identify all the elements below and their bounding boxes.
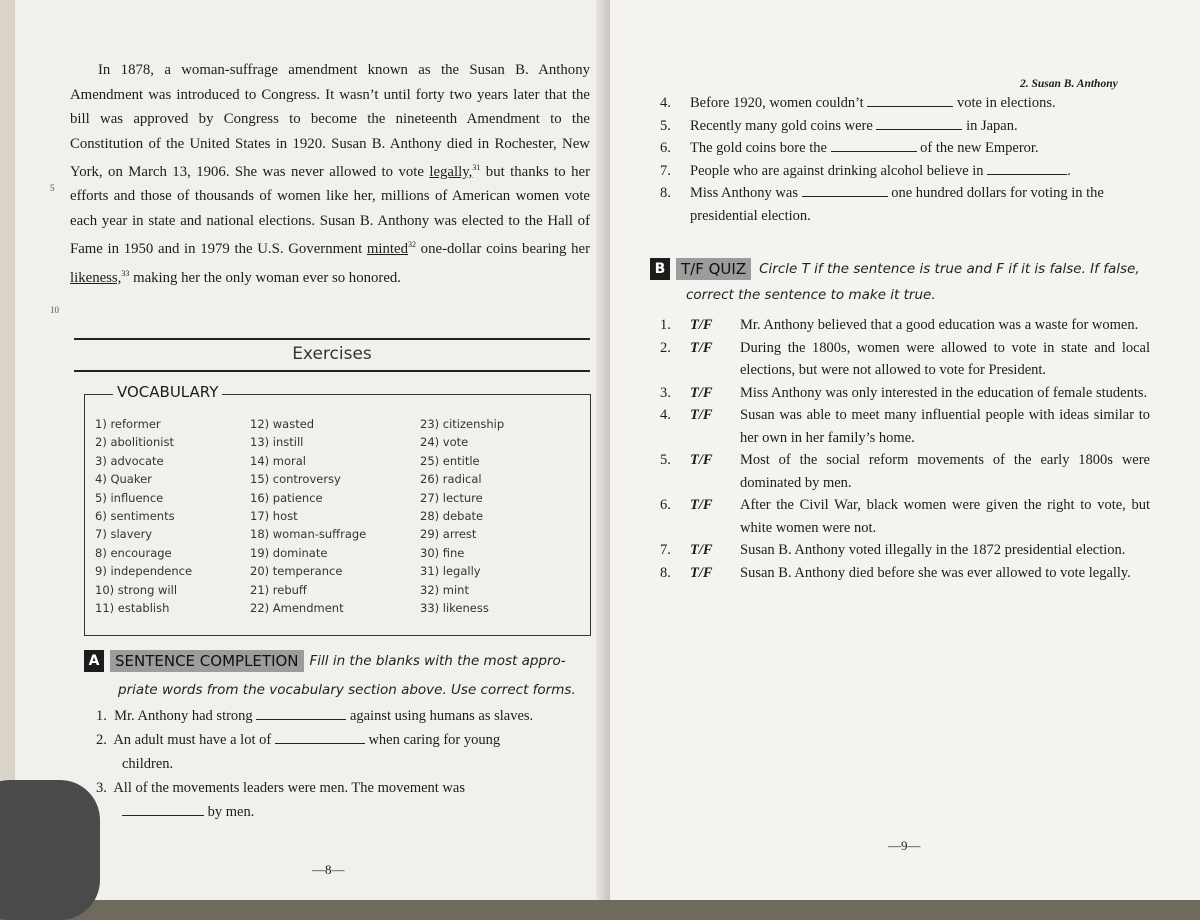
tf-item: 7. T/F Susan B. Anthony voted illegally in the 1872 presidential election. — [660, 539, 1150, 562]
answer-blank[interactable] — [122, 801, 204, 816]
tf-item: 6. T/F After the Civil War, black women were given the right to vote, but white women were not. — [660, 494, 1150, 539]
tf-item: 1. T/F Mr. Anthony believed that a good education was a waste for women. — [660, 314, 1150, 337]
reading-passage — [50, 58, 590, 315]
tf-item: 2. T/F During the 1800s, women were allowed to vote in state and local elections, but were not allowed to vote for President. — [660, 337, 1150, 382]
vocab-word-legally: legally, — [429, 163, 473, 180]
tf-quiz-list — [660, 314, 1150, 584]
exercise-item-1: 1. Mr. Anthony had strong against using humans as slaves. — [96, 704, 591, 728]
running-head: 2. Susan B. Anthony — [1020, 78, 1118, 90]
section-b-instruction: Circle T if the sentence is true and F if it is false. If false, — [759, 261, 1140, 277]
answer-blank[interactable] — [867, 92, 953, 107]
tf-choice[interactable]: T/F — [690, 542, 713, 558]
line-number: 5 — [50, 183, 55, 193]
section-b-title: T/F QUIZ — [676, 258, 751, 280]
section-a-letter: A — [84, 650, 104, 672]
exercises-title: Exercises — [292, 344, 372, 364]
vocab-column-3: 23) citizenship 24) vote 25) entitle 26) radical 27) lecture 28) debate 29) arrest 30) fine 31) legally 32) mint 33) likeness — [420, 417, 505, 616]
section-a-instruction: Fill in the blanks with the most appro- — [309, 653, 566, 669]
answer-blank[interactable] — [987, 160, 1067, 175]
passage-paragraph-1: In 1878, a woman-suffrage amendment known as the Susan B. Anthony Amendment was introduced to Congress. It wasn’t until forty two years later that the bill was approved by Congress to become the nineteenth Amendment to the Constitution of the United States in 1920. Susan B. Anthony died in Rochester, New York, on March 13, 1906. She was never allowed to vote legally,$^{31}$ but thanks to her efforts and those of thousands of women like her, millions of American women vote each year in state and national elections. Susan B. Anthony was elected to the Hall of Fame in 1950 and in 1979 the U.S. Government minted$^{32}$ one-dollar coins bearing her likeness,$^{33}$ making her the only woman ever so honored. — [70, 62, 590, 286]
exercise-item-8: 8. Miss Anthony was one hundred dollars for voting in the presidential election. — [660, 182, 1150, 227]
vocabulary-box — [84, 383, 591, 636]
tf-item: 3. T/F Miss Anthony was only interested in the education of female students. — [660, 382, 1150, 405]
vocab-column-2: 12) wasted 13) instill 14) moral 15) controversy 16) patience 17) host 18) woman-suffrage 19) dominate 20) temperance 21) rebuff 22) Amendment — [250, 417, 367, 616]
exercise-item-2: 2. An adult must have a lot of when caring for young children. — [96, 728, 591, 776]
answer-blank[interactable] — [256, 705, 346, 720]
tf-choice[interactable]: T/F — [690, 384, 713, 401]
desk-edge — [0, 0, 15, 900]
section-b-instruction-cont: correct the sentence to make it true. — [686, 287, 936, 303]
exercise-item-5: 5. Recently many gold coins were in Japan. — [660, 115, 1150, 138]
tf-choice[interactable]: T/F — [690, 317, 713, 333]
section-a-header — [84, 650, 566, 672]
section-rule-top — [74, 338, 590, 340]
exercise-item-3: 3. All of the movements leaders were men. The movement was by men. — [96, 780, 465, 820]
section-b-header — [650, 258, 1140, 280]
tf-choice[interactable]: T/F — [690, 497, 713, 513]
exercise-item-4: 4. Before 1920, women couldn’t vote in elections. — [660, 92, 1150, 115]
vocab-column-1: 1) reformer 2) abolitionist 3) advocate 4) Quaker 5) influence 6) sentiments 7) slavery 8) encourage 9) independence 10) strong will 11) establish — [95, 417, 193, 616]
exercise-item-7: 7. People who are against drinking alcohol believe in . — [660, 160, 1150, 183]
tf-item: 5. T/F Most of the social reform movements of the early 1800s were dominated by men. — [660, 449, 1150, 494]
completion-list-continued — [660, 92, 1150, 227]
section-b-letter: B — [650, 258, 670, 280]
tf-item: 4. T/F Susan was able to meet many influential people with ideas similar to her own in her family’s home. — [660, 404, 1150, 449]
section-a-title: SENTENCE COMPLETION — [110, 650, 304, 672]
answer-blank[interactable] — [275, 729, 365, 744]
line-number: 10 — [50, 305, 59, 315]
answer-blank[interactable] — [802, 182, 888, 197]
answer-blank[interactable] — [876, 115, 962, 130]
vocab-word-minted: minted — [366, 241, 408, 258]
vocab-word-likeness: likeness, — [70, 269, 122, 286]
tf-choice[interactable]: T/F — [690, 452, 713, 468]
section-rule-bottom — [74, 370, 590, 372]
thumb-shadow — [0, 780, 100, 920]
tf-choice[interactable]: T/F — [690, 339, 713, 356]
exercise-item-6: 6. The gold coins bore the of the new Emperor. — [660, 137, 1150, 160]
answer-blank[interactable] — [831, 137, 917, 152]
tf-choice[interactable]: T/F — [690, 564, 713, 581]
vocabulary-label: VOCABULARY — [113, 383, 222, 401]
tf-choice[interactable]: T/F — [690, 407, 713, 423]
page-number-right: —9— — [888, 838, 921, 853]
page-number-left: —8— — [312, 862, 345, 877]
section-a-instruction-cont: priate words from the vocabulary section above. Use correct forms. — [118, 682, 576, 698]
tf-item: 8. T/F Susan B. Anthony died before she was ever allowed to vote legally. — [660, 562, 1150, 585]
